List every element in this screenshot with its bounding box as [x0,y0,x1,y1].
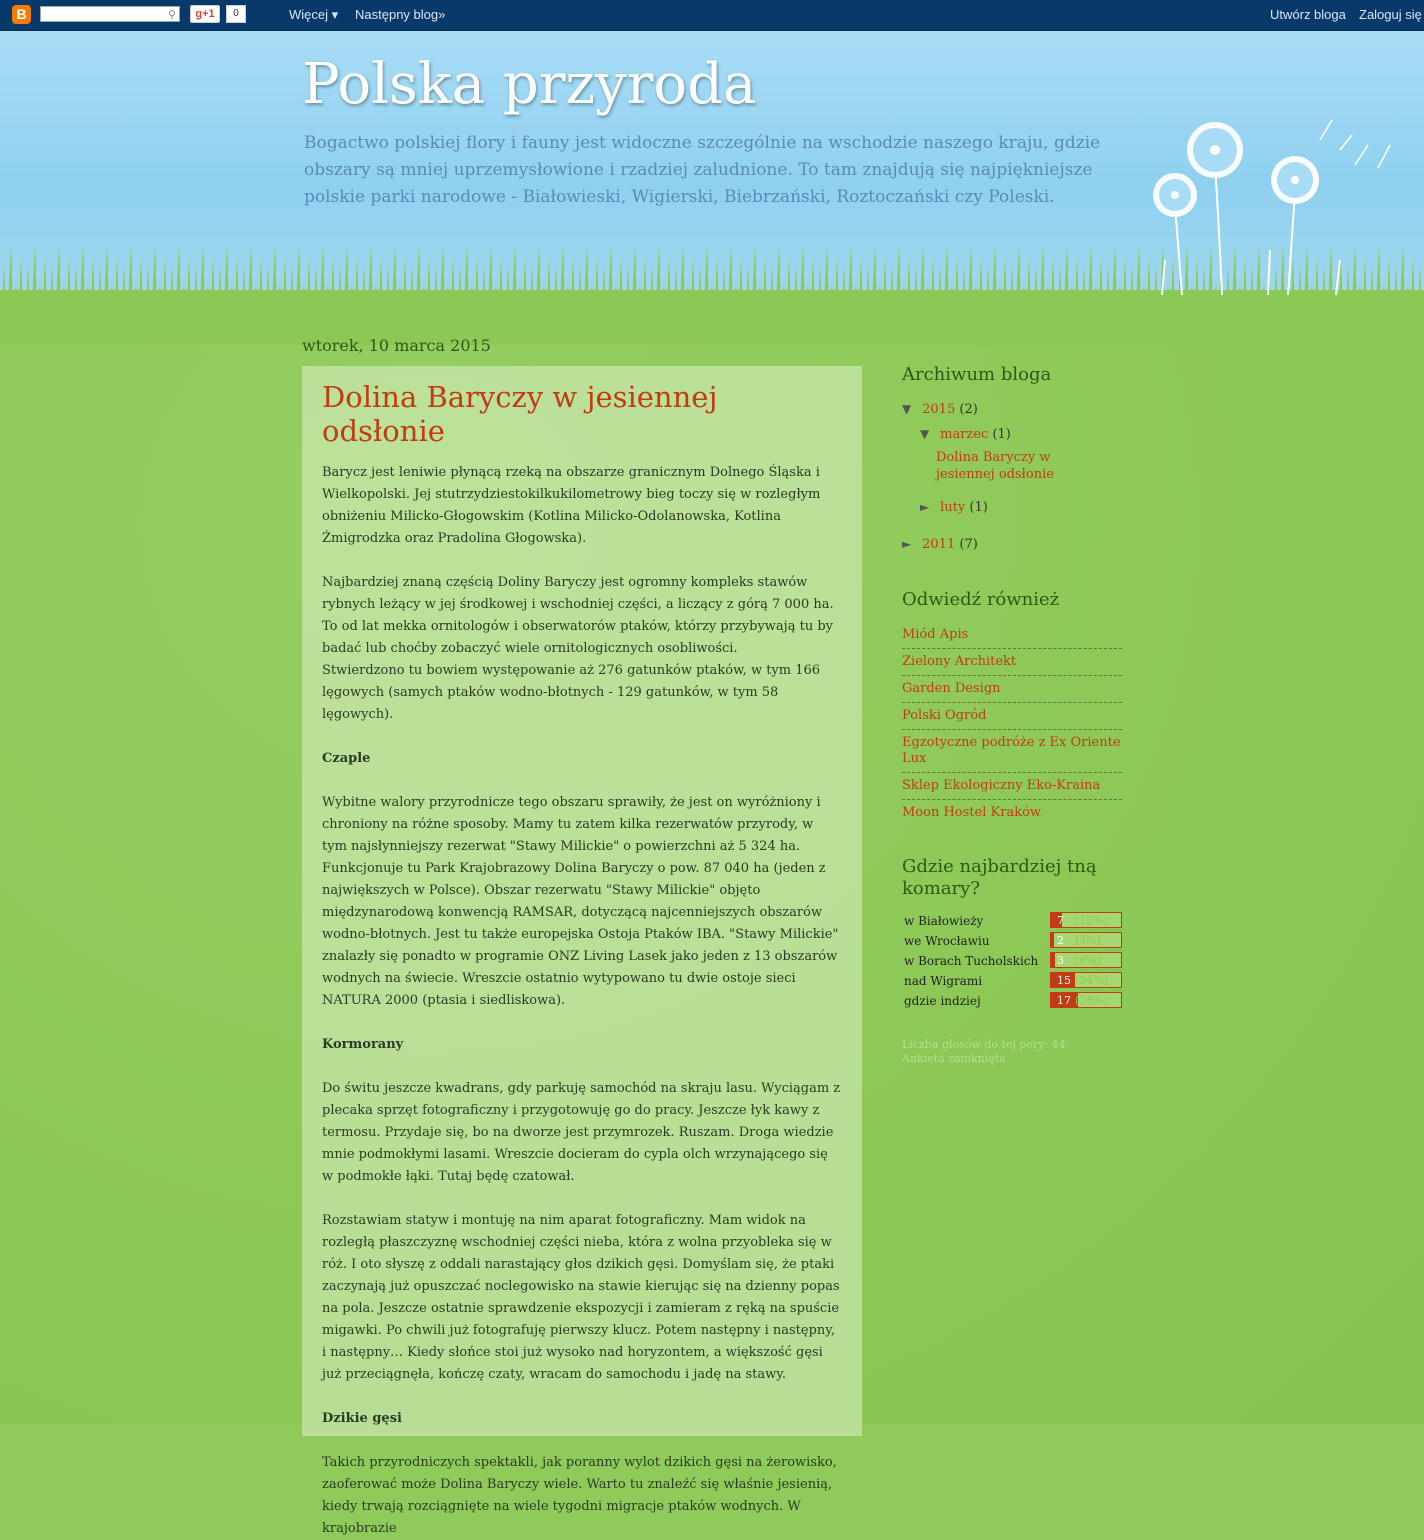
poll-bar-fill [1051,953,1055,967]
create-blog-link[interactable]: Utwórz bloga [1270,7,1346,22]
poll-row [902,952,1122,972]
link-item[interactable]: Miód Apis [902,627,969,642]
links-title: Odwiedź również [902,589,1060,610]
poll-percent: (38%) [1075,994,1109,1007]
poll-title: Gdzie najbardziej tną komary? [902,856,1097,899]
post-date: wtorek, 10 marca 2015 [302,336,491,355]
archive-year-2015[interactable] [902,397,1122,422]
blog-title[interactable]: Polska przyroda [302,52,757,117]
poll-percent: (4%) [1075,934,1102,947]
archive-month-marzec[interactable] [902,422,1122,447]
poll-count: 15 [1057,974,1071,987]
list-item [902,649,1122,676]
poll-widget [902,856,1122,1066]
poll-option-label: w Białowieży [904,914,984,928]
archive-year-2011[interactable] [902,532,1122,557]
post-paragraph: Barycz jest leniwie płynącą rzeką na obszarze granicznym Dolnego Śląska i Wielkopolski. Jej stutrzydziestokilkukilometrowy bieg toczy się w rozległym obniżeniu Milicko-Głogowskim (Kotlina Milicko-Odolanowska, Kotlina Żmigrodzka oraz Pradolina Głogowska). [322,465,821,546]
poll-percent: (34%) [1075,974,1109,987]
links-list [902,622,1122,826]
poll-option-label: nad Wigrami [904,974,983,988]
poll-bar [1050,992,1122,1008]
next-blog-link[interactable]: Następny blog» [355,7,446,22]
blogger-logo-icon[interactable]: B [12,5,31,24]
post [302,366,862,1536]
poll-count: 7 [1057,914,1064,927]
link-item[interactable]: Sklep Ekologiczny Eko-Kraina [902,778,1101,793]
poll-bar [1050,912,1122,928]
poll-row [902,972,1122,992]
archive-title: Archiwum bloga [902,364,1052,385]
poll-count: 3 [1057,954,1064,967]
archive-link[interactable]: 2011 [922,537,956,552]
archive-link[interactable]: 2015 [922,402,956,417]
poll-bar [1050,932,1122,948]
post-subheading: Kormorany [322,1037,404,1052]
poll-row [902,912,1122,932]
archive-link[interactable]: marzec [940,427,989,442]
poll-option-label: gdzie indziej [904,994,981,1008]
collapsed-triangle-icon[interactable]: ► [902,537,912,551]
archive-month-luty[interactable] [902,495,1122,520]
poll-votes: Liczba głosów do tej pory: 44 [902,1038,1066,1051]
sidebar [902,364,1122,1066]
poll-percent: (6%) [1075,954,1102,967]
archive-widget [902,364,1122,557]
dandelion-decoration [1140,110,1400,300]
archive-post[interactable] [902,449,1106,483]
poll-footer [902,1038,1122,1066]
post-paragraph: Do świtu jeszcze kwadrans, gdy parkuję samochód na skraju lasu. Wyciągam z plecaka sprzęt fotograficzny i przygotowuję go do pracy. Jeszcze łyk kawy z termosu. Przydaje się, bo na dworze jest przymrozek. Ruszam. Droga wiedzie mnie podmokłymi lasami. Wreszcie docieram do cypla olch wrzynającego się w podmokłe łąki. Tutaj będę czatował. [322,1081,841,1184]
poll-percent: (15%) [1075,914,1109,927]
link-item[interactable]: Egzotyczne podróże z Ex Oriente Lux [902,735,1121,766]
archive-link[interactable]: luty [940,500,966,515]
post-paragraph: Stwierdzono tu bowiem występowanie aż 276 gatunków ptaków, w tym 166 lęgowych (samych ptaków wodno-błotnych - 129 gatunków, w tym 58 lęgowych). [322,663,821,722]
more-menu[interactable]: Więcej ▾ [289,7,339,22]
poll-results [902,912,1122,1012]
list-item [902,800,1122,826]
post-paragraph: Takich przyrodniczych spektakli, jak poranny wylot dzikich gęsi na żerowisko, zaoferować może Dolina Baryczy wiele. Warto tu znaleźć się właśnie jesienią, kiedy trwają rozciągnięte na wiele tygodni migracje ptaków wodnych. W krajobrazie [322,1455,837,1536]
poll-option-label: we Wrocławiu [904,934,990,948]
archive-count: (1) [992,427,1011,442]
expanded-triangle-icon[interactable]: ▼ [920,427,930,441]
post-subheading: Czaple [322,751,371,766]
blog-description: Bogactwo polskiej flory i fauny jest widoczne szczególnie na wschodzie naszego kraju, gdzie obszary są mniej uprzemysłowione i rzadziej zaludnione. To tam znajdują się najpiękniejsze polskie parki narodowe - Białowieski, Wigierski, Biebrzański, Roztoczański czy Poleski. [304,133,1101,207]
list-item [902,773,1122,800]
poll-bar [1050,972,1122,988]
archive-count: (1) [969,500,988,515]
poll-count: 17 [1057,994,1071,1007]
search-icon[interactable]: ⚲ [167,9,176,21]
post-title[interactable]: Dolina Baryczy w jesiennej odsłonie [322,380,718,448]
poll-bar [1050,952,1122,968]
post-body [322,462,842,1540]
gplus-count: 0 [226,5,246,23]
link-item[interactable]: Garden Design [902,681,1001,696]
gplus-button[interactable]: g+1 [190,5,220,23]
poll-count: 2 [1057,934,1064,947]
sign-in-link[interactable]: Zaloguj się [1359,7,1422,22]
collapsed-triangle-icon[interactable]: ► [920,500,930,514]
list-item [902,730,1122,773]
list-item [902,703,1122,730]
link-item[interactable]: Moon Hostel Kraków [902,805,1042,820]
chevron-down-icon: ▾ [331,7,339,22]
blogger-navbar [0,0,1424,31]
post-paragraph: Wybitne walory przyrodnicze tego obszaru sprawiły, że jest on wyróżniony i chroniony na różne sposoby. Mamy tu zatem kilka rezerwatów przyrody, w tym najsłynniejszy rezerwat "Stawy Milickie" o powierzchni aż 5 324 ha. Funkcjonuje tu Park Krajobrazowy Dolina Baryczy o pow. 87 040 ha (jeden z największych w Polsce). Obszar rezerwatu "Stawy Milickie" objęto międzynarodową konwencją RAMSAR, dotyczącą najcenniejszych obszarów wodno-błotnych. Jest tu także europejska Ostoja Ptaków IBA. "Stawy Milickie" znalazły się ponadto w programie ONZ Living Lasek jako jeden z 13 obszarów wodnych na świecie. Wreszcie ostatnio wytypowano tu dwie ostoje sieci NATURA 2000 (ptasia i siedliskowa). [322,795,839,1008]
list-item [902,676,1122,703]
poll-option-label: w Borach Tucholskich [904,954,1039,968]
post-paragraph: Najbardziej znaną częścią Doliny Baryczy jest ogromny kompleks stawów rybnych leżący w jej środkowej i wschodniej części, a liczący z górą 7 000 ha. To od lat mekka ornitologów i obserwatorów ptaków, którzy przybywają tu by badać lub choćby zobaczyć wiele ornitologicznych osobliwości. [322,575,834,656]
archive-post-link[interactable]: Dolina Baryczy w jesiennej odsłonie [936,450,1054,482]
link-item[interactable]: Zielony Architekt [902,654,1017,669]
link-item[interactable]: Polski Ogród [902,708,987,723]
expanded-triangle-icon[interactable]: ▼ [902,402,912,416]
post-subheading: Dzikie gęsi [322,1411,402,1426]
poll-row [902,932,1122,952]
post-paragraph: Rozstawiam statyw i montuję na nim aparat fotograficzny. Mam widok na rozległą płaszczyznę wschodniej części nieba, która z wolna przyobleka się w róż. I oto słyszę z oddali narastający głos dzikich gęsi. Domyślam się, że ptaki zaczynają już opuszczać noclegowisko na stawie kierując się na dzienny popas na pola. Jeszcze ostatnie sprawdzenie ekspozycji i zamieram z ręką na spuście migawki. Po chwili już fotografuję pierwszy klucz. Potem następny i następny, i następny… Kiedy słońce stoi już wysoko nad horyzontem, a większość gęsi już przeciągnęła, kończę czaty, wracam do samochodu i jadę na stawy. [322,1213,840,1382]
search-input[interactable] [40,6,180,22]
archive-count: (7) [959,537,978,552]
poll-status: Ankieta zamknięta [902,1052,1006,1065]
archive-count: (2) [959,402,978,417]
poll-row [902,992,1122,1012]
list-item [902,622,1122,649]
links-widget [902,589,1122,826]
poll-bar-fill [1051,933,1054,947]
